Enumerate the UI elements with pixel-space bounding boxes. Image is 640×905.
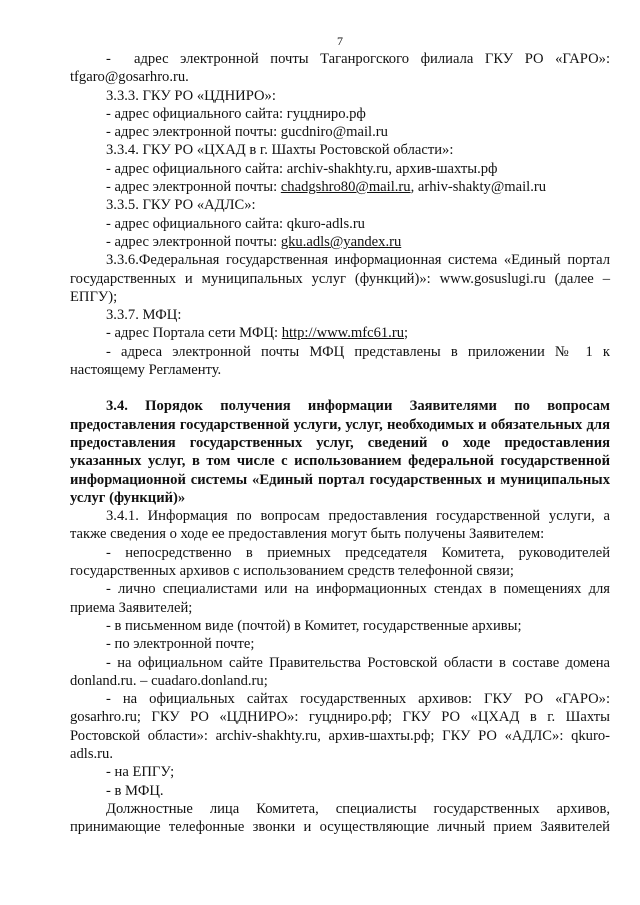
chad-email-link-1[interactable]: chadgshro80@mail.ru [280, 179, 411, 196]
mfc-portal-prefix: - адрес Портала сети МФЦ: [106, 325, 282, 342]
chad-email-prefix: - адрес электронной почты: [106, 179, 281, 196]
adls-email-prefix: - адрес электронной почты: [106, 233, 281, 250]
list-item-reception: - непосредственно в приемных председателя Комитета, руководителей государственных архивов с использованием средств телефонной связи; [70, 544, 610, 580]
list-item-epgu: - на ЕПГУ; [106, 764, 175, 781]
list-item-archive-sites: - на официальных сайтах государственных архивов: ГКУ РО «ГАРО»: gosarhro.ru; ГКУ РО «ЦДНИРО»: гуцдниро.рф; ГКУ РО «ЦХАД в г. Шахты Ростовской области»: archiv-shakhty.ru, архив-шахты.рф; ГКУ РО «АДЛС»: qkuro-adls.ru. [70, 691, 610, 762]
item-3-3-4: 3.3.4. ГКУ РО «ЦХАД в г. Шахты Ростовской области»: [106, 142, 454, 159]
spacer [70, 379, 610, 397]
chad-email-separator: , [410, 179, 418, 196]
taganrog-email-item: - адрес электронной почты Таганрогского филиала ГКУ РО «ГАРО»: tfgaro@gosarhro.ru. [70, 51, 610, 86]
chad-email-link-2[interactable]: arhiv-shakty@mail.ru [417, 179, 547, 196]
list-item-government-site: - на официальном сайте Правительства Ростовской области в составе домена donland.ru. – cuadaro.donland.ru; [70, 654, 610, 689]
document-page [70, 34, 610, 836]
chad-email [70, 178, 610, 196]
list-item-email: - по электронной почте; [106, 636, 255, 653]
mfc-emails: - адреса электронной почты МФЦ представлены в приложении № 1 к настоящему Регламенту. [70, 343, 610, 379]
item-3-3-3: 3.3.3. ГКУ РО «ЦДНИРО»: [106, 87, 276, 104]
list-item-in-person: - лично специалистами или на информационных стендах в помещениях для приема Заявителей; [70, 581, 610, 616]
item-3-3-7: 3.3.7. МФЦ: [106, 307, 182, 324]
mfc-portal [70, 324, 610, 342]
adls-email [70, 233, 610, 251]
page-number: 7 [337, 34, 343, 48]
mfc-portal-suffix: ; [404, 325, 409, 342]
paragraph-3-4-1: 3.4.1. Информация по вопросам предоставления государственной услуги, а также сведения о ходе ее предоставления могут быть получены Заявителем: [70, 508, 610, 543]
chad-site: - адрес официального сайта: archiv-shakhty.ru, архив-шахты.рф [106, 160, 498, 177]
cdniro-email: - адрес электронной почты: gucdniro@mail.ru [106, 124, 388, 141]
list-item-mfc: - в МФЦ. [106, 782, 164, 799]
mfc-portal-link[interactable]: http://www.mfc61.ru [281, 325, 404, 342]
item-3-3-5: 3.3.5. ГКУ РО «АДЛС»: [106, 197, 256, 214]
item-3-3-6: 3.3.6.Федеральная государственная информационная система «Единый портал государственных и муниципальных услуг (функций)»: www.gosuslugi.ru (далее – ЕПГУ); [70, 252, 610, 305]
cdniro-site: - адрес официального сайта: гуцдниро.рф [106, 105, 366, 122]
adls-site: - адрес официального сайта: qkuro-adls.ru [106, 215, 365, 232]
final-paragraph: Должностные лица Комитета, специалисты государственных архивов, принимающие телефонные звонки и осуществляющие личный прием Заявителей [70, 800, 610, 836]
section-3-4-heading: 3.4. Порядок получения информации Заявителями по вопросам предоставления государственной услуги, услуг, необходимых и обязательных для предоставления государственных услуг, сведений о ходе предоставления указанных услуг, в том числе с использованием федеральной государственной информационной системы «Единый портал государственных и муниципальных услуг (функций)» [70, 398, 610, 506]
list-item-mail: - в письменном виде (почтой) в Комитет, государственные архивы; [106, 617, 522, 634]
adls-email-link[interactable]: gku.adls@yandex.ru [280, 233, 402, 250]
